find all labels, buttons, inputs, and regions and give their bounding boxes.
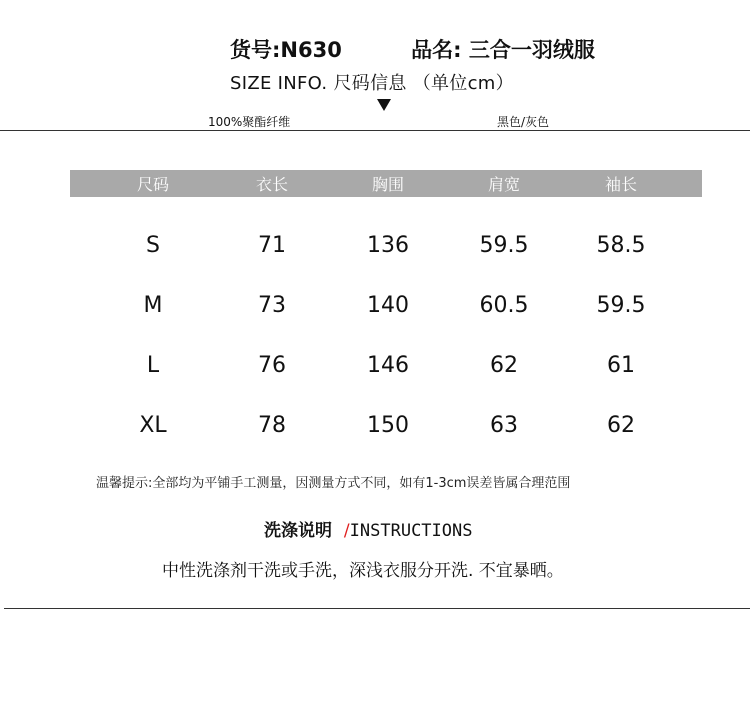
table-cell: XL [139, 413, 167, 438]
table-cell: 60.5 [479, 293, 529, 318]
material-label: 100%聚酯纤维 [208, 115, 291, 129]
column-header-size: 尺码 [136, 175, 170, 194]
title-line [230, 34, 595, 64]
size-info-subtitle: SIZE INFO. 尺码信息 （单位cm） [230, 73, 514, 94]
care-instructions-title [264, 516, 472, 541]
colors-label: 黑色/灰色 [497, 115, 550, 129]
triangle-down-icon [377, 99, 391, 111]
table-cell: 63 [490, 413, 518, 438]
care-title-cn: 洗涤说明 [264, 521, 332, 541]
table-row [70, 293, 702, 323]
table-cell: 76 [258, 353, 286, 378]
product-name: 品名: 三合一羽绒服 [411, 38, 595, 62]
column-header-shoulder: 肩宽 [487, 175, 521, 194]
divider-bottom [4, 608, 750, 609]
size-table-header [70, 170, 702, 197]
table-cell: 71 [258, 233, 286, 258]
item-number: 货号:N630 [230, 38, 342, 62]
column-header-sleeve: 袖长 [604, 175, 638, 194]
divider-top [0, 130, 750, 131]
table-row [70, 353, 702, 383]
table-cell: 62 [490, 353, 518, 378]
table-cell: 146 [367, 353, 409, 378]
care-instructions-text: 中性洗涤剂干洗或手洗，深浅衣服分开洗. 不宜暴晒。 [162, 561, 564, 581]
table-cell: 59.5 [596, 293, 646, 318]
table-cell: 136 [367, 233, 409, 258]
care-title-en: INSTRUCTIONS [349, 521, 473, 541]
table-cell: 73 [258, 293, 286, 318]
table-cell: 59.5 [479, 233, 529, 258]
table-cell: L [146, 353, 160, 378]
column-header-chest: 胸围 [371, 175, 405, 194]
table-row [70, 233, 702, 263]
table-cell: 150 [367, 413, 409, 438]
measurement-note: 温馨提示:全部均为平铺手工测量，因测量方式不同，如有1-3cm误差皆属合理范围 [96, 476, 571, 491]
table-cell: 61 [607, 353, 635, 378]
table-cell: 58.5 [596, 233, 646, 258]
column-header-length: 衣长 [255, 175, 289, 194]
table-row [70, 413, 702, 443]
slash-separator: / [343, 521, 350, 541]
table-cell: 62 [607, 413, 635, 438]
table-cell: M [143, 293, 163, 318]
table-cell: S [146, 233, 160, 258]
table-cell: 78 [258, 413, 286, 438]
table-cell: 140 [367, 293, 409, 318]
